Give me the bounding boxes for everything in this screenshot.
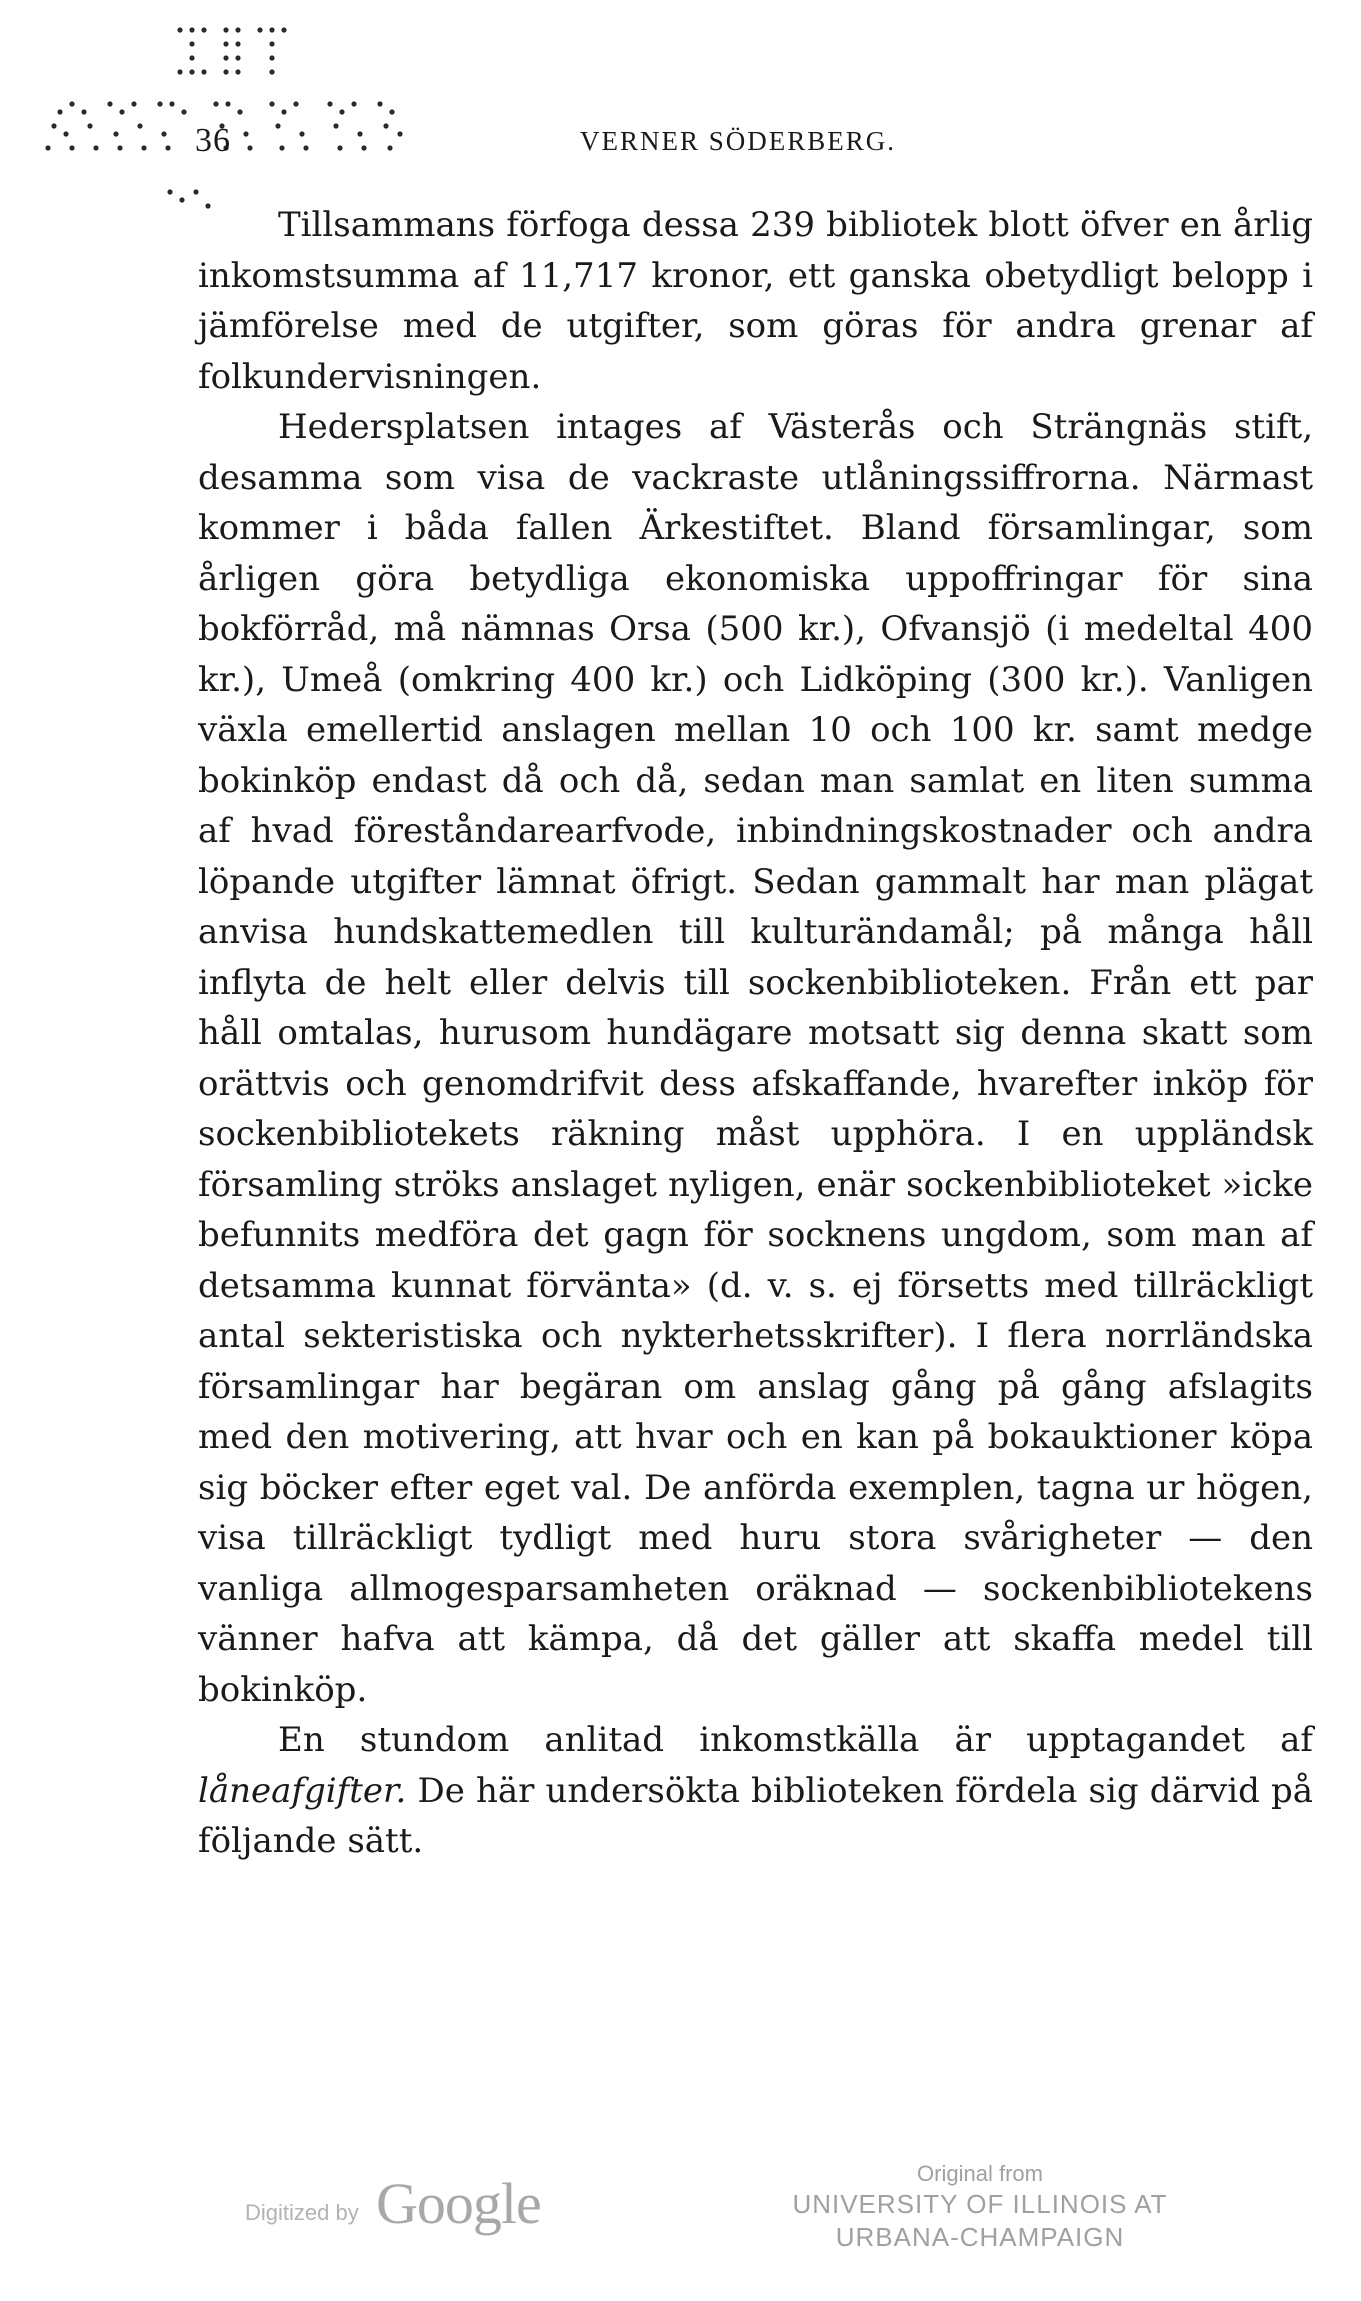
- digitization-watermark: [0, 2160, 1361, 2280]
- original-from-label: Original from: [917, 2161, 1043, 2186]
- running-head: VERNER SÖDERBERG.: [580, 126, 897, 156]
- google-logo: Google: [376, 2171, 541, 2236]
- institution-name: UNIVERSITY OF ILLINOIS AT: [792, 2189, 1168, 2219]
- page-number: 36: [195, 122, 231, 159]
- body-text: [198, 200, 1313, 1867]
- paragraph-text-start: En stundom anlitad inkomstkälla är upptagandet af: [278, 1720, 1313, 1760]
- emphasized-term: låneafgifter.: [198, 1770, 407, 1811]
- paragraph-text-end: De här undersökta biblioteken fördela sig därvid på följande sätt.: [198, 1770, 1313, 1861]
- paragraph: [198, 1715, 1313, 1867]
- digitized-by-label: Digitized by: [245, 2200, 359, 2225]
- library-perforation-stamp: [40, 20, 600, 220]
- paragraph: Tillsammans förfoga dessa 239 bibliotek blott öfver en årlig inkomstsumma af 11,717 kronor, ett ganska obetydligt belopp i jämförelse med de utgifter, som göras för andra grenar af folkundervisningen.: [198, 205, 1313, 397]
- institution-campus: URBANA-CHAMPAIGN: [835, 2222, 1125, 2252]
- paragraph: Hedersplatsen intages af Västerås och Strängnäs stift, desamma som visa de vackraste utlåningssiffrorna. Närmast kommer i båda fallen Ärkestiftet. Bland församlingar, som årligen göra betydliga ekonomiska uppoffringar för sina bokförråd, må nämnas Orsa (500 kr.), Ofvansjö (i medeltal 400 kr.), Umeå (omkring 400 kr.) och Lidköping (300 kr.). Vanligen växla emellertid anslagen mellan 10 och 100 kr. samt medge bokinköp endast då och då, sedan man samlat en liten summa af hvad föreståndarearfvode, inbindningskostnader och andra löpande utgifter lämnat öfrigt. Sedan gammalt har man plägat anvisa hundskattemedlen till kulturändamål; på många håll inflyta de helt eller delvis till sockenbiblioteken. Från ett par håll omtalas, hurusom hundägare motsatt sig denna skatt som orättvis och genomdrifvit dess afskaffande, hvarefter inköp för sockenbibliotekets räkning måst upphöra. I en uppländsk församling ströks anslaget nyligen, enär sockenbiblioteket »icke befunnits medföra det gagn för socknens ungdom, som man af detsamma kunnat förvänta» (d. v. s. ej försetts med tillräckligt antal sekteristiska och nykterhetsskrifter). I flera norrländska församlingar har begäran om anslag gång på gång afslagits med den motivering, att hvar och en kan på bokauktioner köpa sig böcker efter eget val. De anförda exemplen, tagna ur högen, visa tillräckligt tydligt med huru stora svårigheter — den vanliga allmogesparsamheten oräknad — sockenbibliotekens vänner hafva att kämpa, då det gäller att skaffa medel till bokinköp.: [198, 407, 1313, 1710]
- source-attribution: [760, 2160, 1200, 2254]
- page-header: [195, 122, 1315, 162]
